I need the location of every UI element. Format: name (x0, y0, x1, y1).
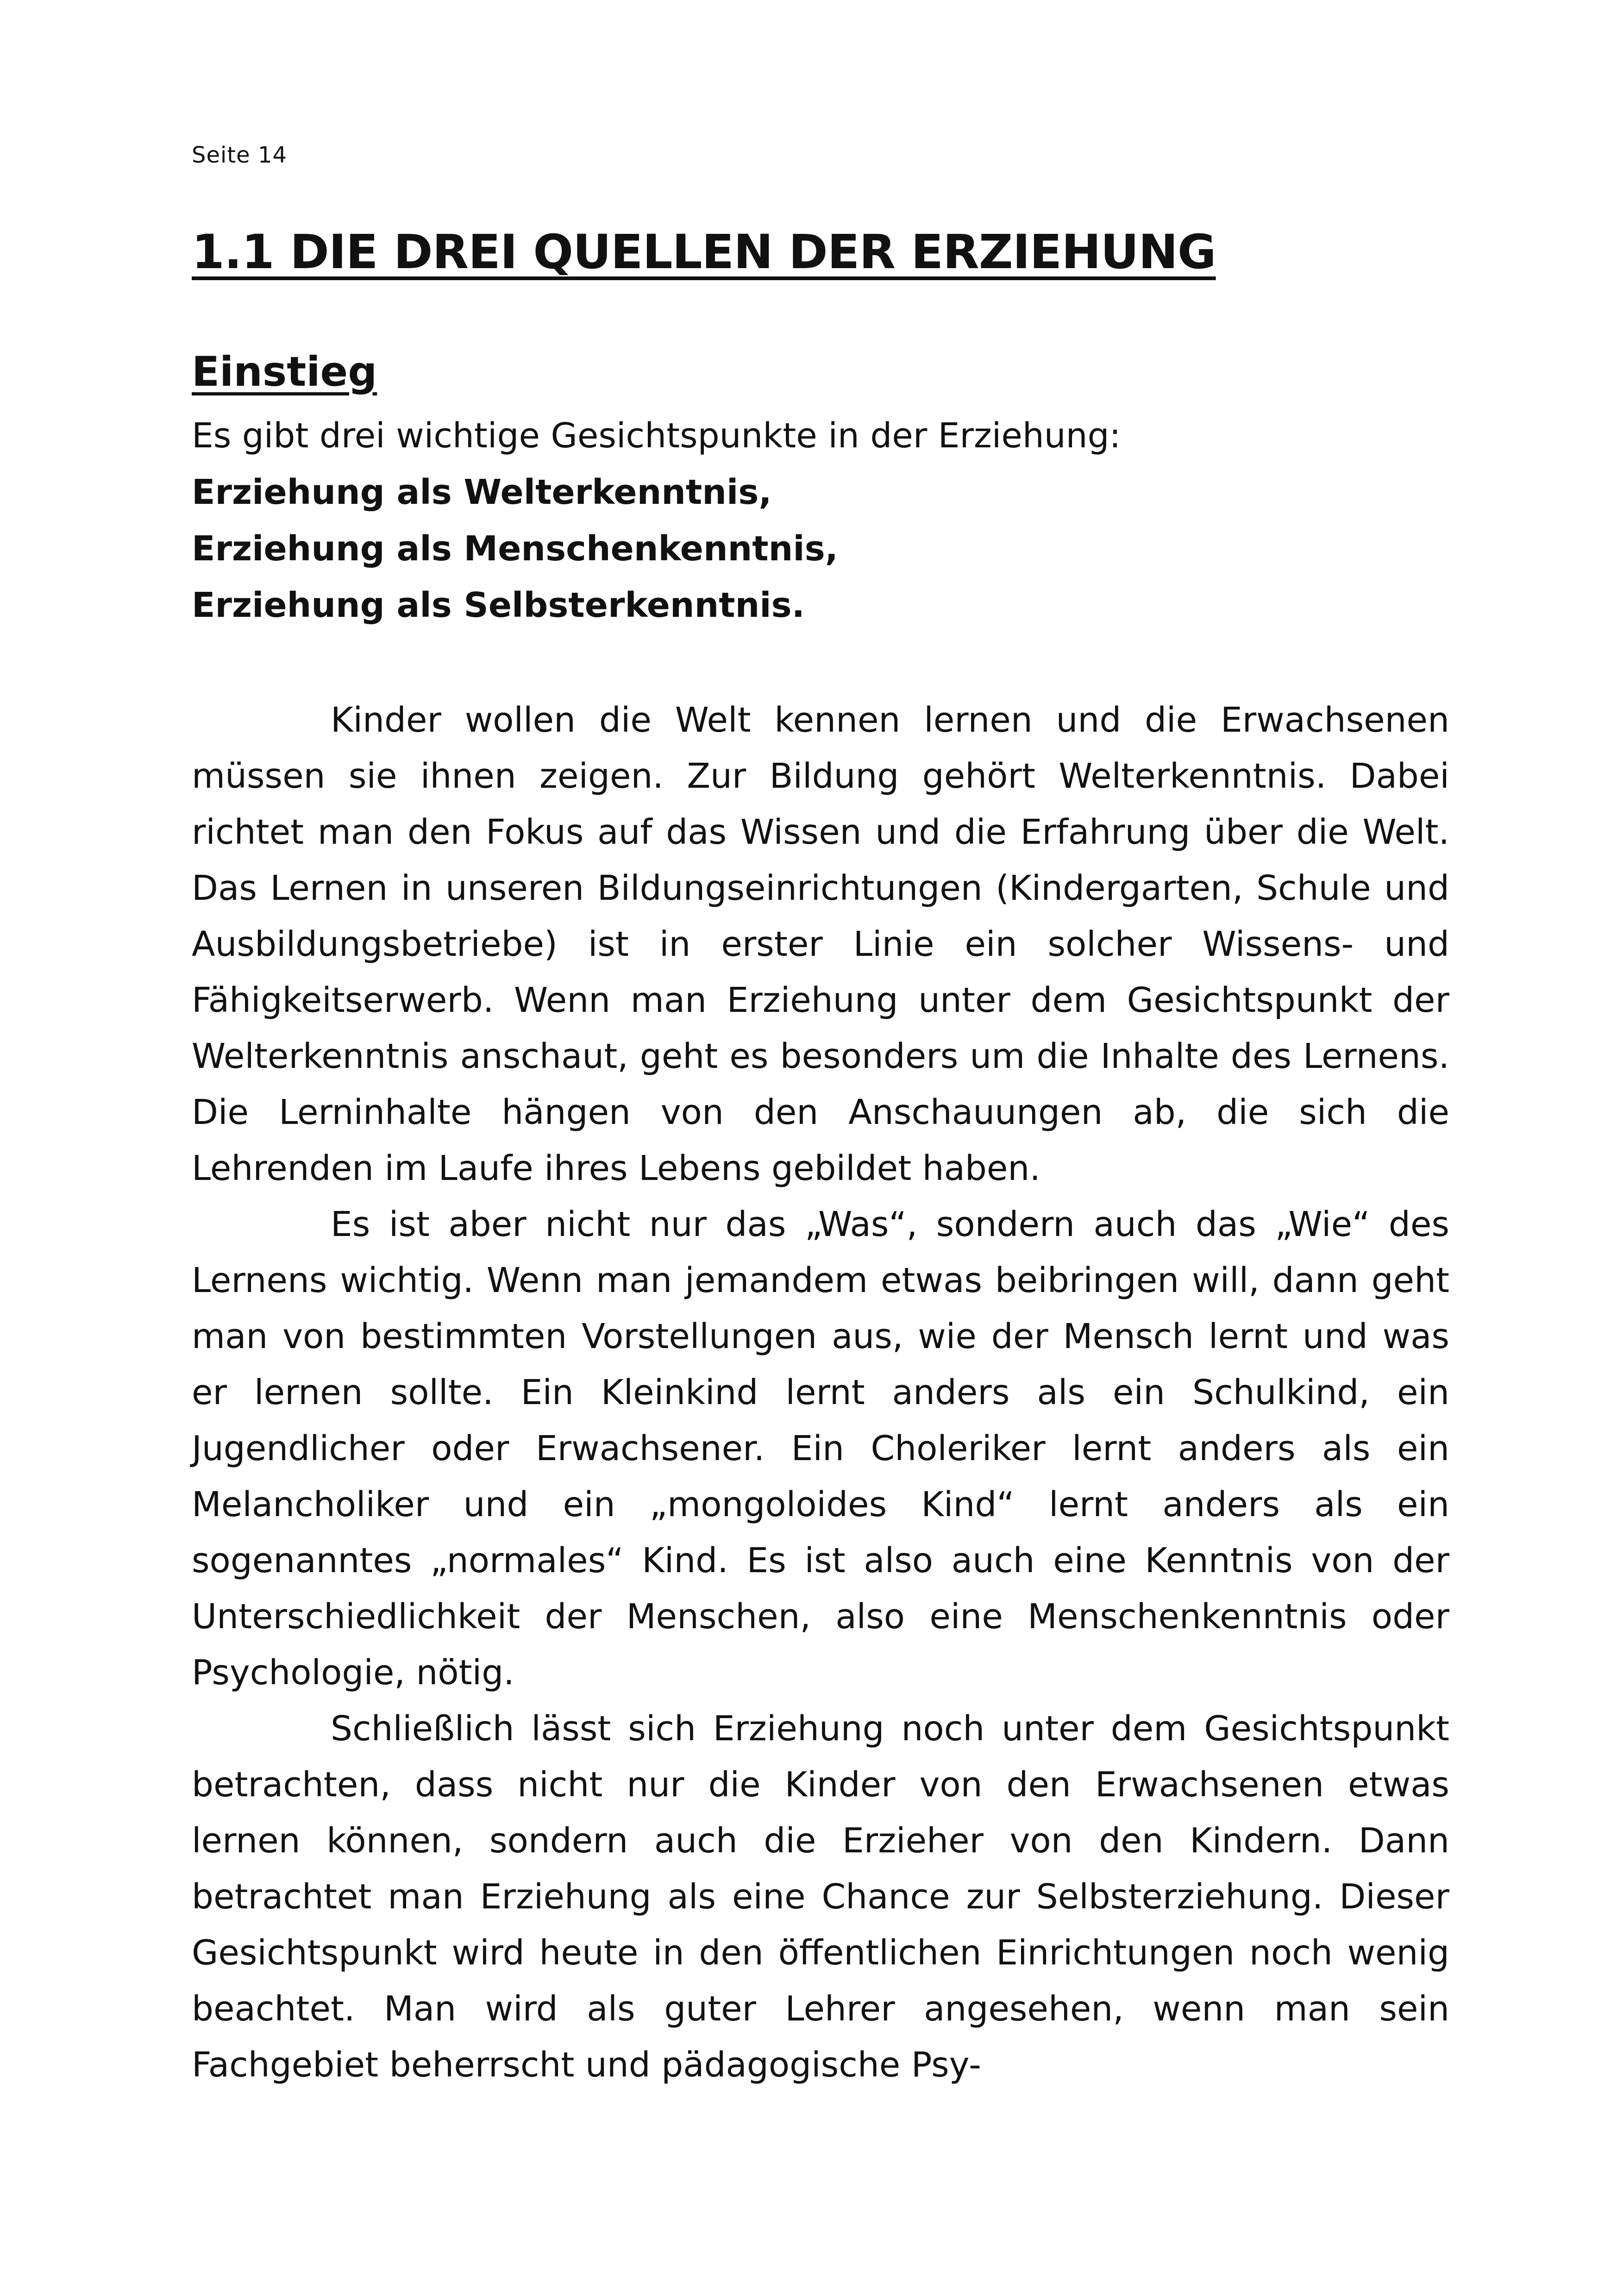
chapter-title: 1.1 DIE DREI QUELLEN DER ERZIEHUNG (192, 225, 1216, 280)
intro-point: Erziehung als Menschenkenntnis, (192, 529, 838, 569)
body-text (192, 692, 1449, 2093)
intro-point: Erziehung als Welterkenntnis, (192, 472, 772, 512)
paragraph-welterkenntnis: Kinder wollen die Welt kennen lernen und die Erwachsenen müssen sie ihnen zeigen. Zur Bildung gehört Welterkenntnis. Dabei richtet man den Fokus auf das Wissen und die Erfahrung über die Welt. Das Lernen in unseren Bildungseinrichtungen (Kindergarten, Schule und Ausbildungsbetriebe) ist in erster Linie ein solcher Wissens- und Fähigkeitserwerb. Wenn man Erziehung unter dem Gesichtspunkt der Welterkenntnis anschaut, geht es besonders um die Inhalte des Lernens. Die Lerninhalte hängen von den Anschauungen ab, die sich die Lehrenden im Laufe ihres Lebens gebildet haben. (192, 700, 1449, 1188)
section-title: Einstieg (192, 348, 377, 395)
intro-lead: Es gibt drei wichtige Gesichtspunkte in der Erziehung: (192, 416, 1121, 456)
paragraph-selbsterkenntnis: Schließlich lässt sich Erziehung noch unter dem Gesichtspunkt betrachten, dass nicht nur die Kinder von den Erwachsenen etwas lernen können, sondern auch die Erzieher von den Kindern. Dann betrachtet man Erziehung als eine Chance zur Selbsterziehung. Dieser Gesichtspunkt wird heute in den öffentlichen Einrichtungen noch wenig beachtet. Man wird als guter Lehrer angesehen, wenn man sein Fachgebiet beherrscht und pädagogische Psy- (192, 1709, 1449, 2085)
intro-point: Erziehung als Selbsterkenntnis. (192, 585, 805, 625)
paragraph-menschenkenntnis: Es ist aber nicht nur das „Was“, sondern auch das „Wie“ des Lernens wichtig. Wenn man jemandem etwas beibringen will, dann geht man von bestimmten Vorstellungen aus, wie der Mensch lernt und was er lernen sollte. Ein Kleinkind lernt anders als ein Schulkind, ein Jugendlicher oder Erwachsener. Ein Choleriker lernt anders als ein Melancholiker und ein „mongoloides Kind“ lernt anders als ein sogenanntes „normales“ Kind. Es ist also auch eine Kenntnis von der Unterschiedlichkeit der Menschen, also eine Menschenkenntnis oder Psychologie, nötig. (192, 1204, 1449, 1693)
page-number: Seite 14 (192, 142, 288, 168)
intro-block (192, 408, 1465, 634)
